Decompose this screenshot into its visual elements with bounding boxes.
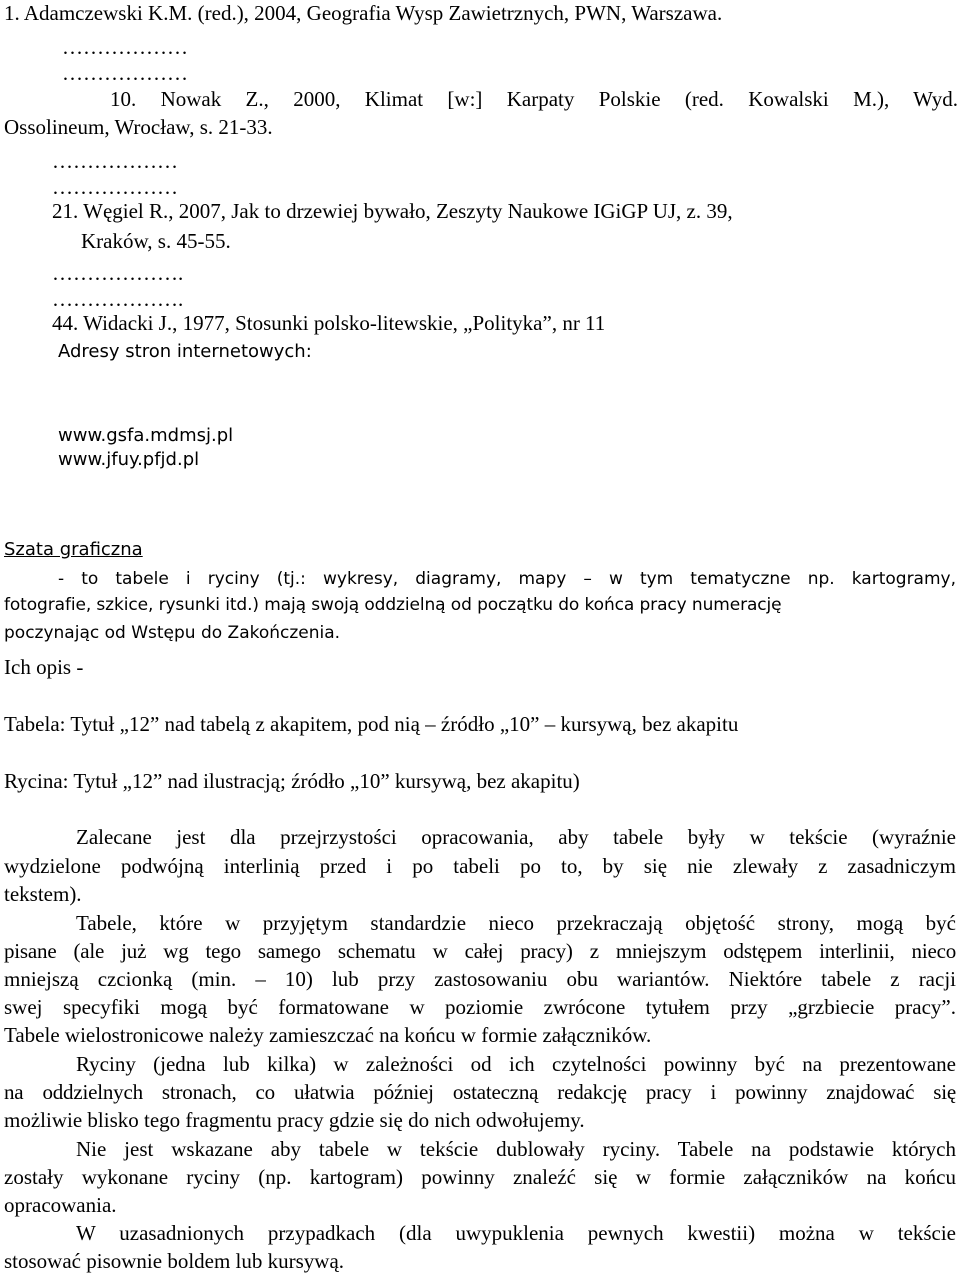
paragraph-line: Nie jest wskazane aby tabele w tekście dublowały ryciny. Tabele na podstawie których: [76, 1137, 956, 1161]
paragraph-line: zostały wykonane ryciny (np. kartogram) powinny znaleźć się w formie załączników na końcu: [4, 1165, 956, 1189]
web-addresses-heading: Adresy stron internetowych:: [58, 341, 312, 362]
paragraph-line: Tabele, które w przyjętym standardzie nieco przekraczają objętość strony, mogą być: [76, 911, 956, 935]
bibliography-item-44: 44. Widacki J., 1977, Stosunki polsko-litewskie, „Polityka”, nr 11: [52, 311, 606, 335]
table-caption-rule: Tabela: Tytuł „12” nad tabelą z akapitem, pod nią – źródło „10” – kursywą, bez akapitu: [4, 712, 739, 736]
paragraph-line: opracowania.: [4, 1193, 117, 1217]
ellipsis-line: ………………: [62, 61, 188, 85]
bibliography-item-21-line1: 21. Węgiel R., 2007, Jak to drzewiej bywało, Zeszyty Naukowe IGiGP UJ, z. 39,: [52, 199, 733, 223]
paragraph-line: pisane (ale już wg tego samego schematu w całej pracy) z mniejszym odstępem interlinii, nieco: [4, 939, 956, 963]
graphics-paragraph-line3: poczynając od Wstępu do Zakończenia.: [4, 623, 341, 643]
ellipsis-line: ……………….: [52, 287, 184, 311]
paragraph-line: swej specyfiki mogą być formatowane w poziomie zwrócone tytułem przy „grzbiecie pracy”.: [4, 995, 956, 1019]
bibliography-item-10-line2: Ossolineum, Wrocław, s. 21-33.: [4, 115, 273, 139]
description-intro: Ich opis -: [4, 655, 84, 679]
bibliography-item-10-line1: 10. Nowak Z., 2000, Klimat [w:] Karpaty Polskie (red. Kowalski M.), Wyd.: [110, 87, 958, 111]
paragraph-line: wydzielone podwójną interlinią przed i po tabeli po to, by się nie zlewały z zasadniczym: [4, 854, 956, 878]
ellipsis-line: ………………: [52, 149, 178, 173]
ellipsis-line: ……………….: [52, 261, 184, 285]
graphics-heading: Szata graficzna: [4, 539, 143, 560]
graphics-paragraph-line2: fotografie, szkice, rysunki itd.) mają swoją oddzielną od początku do końca pracy numerację: [4, 595, 782, 615]
graphics-paragraph-line1: - to tabele i ryciny (tj.: wykresy, diagramy, mapy – w tym tematyczne np. kartogramy,: [58, 569, 956, 589]
url-line: www.gsfa.mdmsj.pl: [58, 425, 234, 446]
figure-caption-rule: Rycina: Tytuł „12” nad ilustracją; źródło „10” kursywą, bez akapitu): [4, 769, 580, 793]
ellipsis-line: ………………: [52, 175, 178, 199]
paragraph-line: W uzasadnionych przypadkach (dla uwypuklenia pewnych kwestii) można w tekście: [76, 1221, 956, 1245]
paragraph-line: na oddzielnych stronach, co ułatwia później ostateczną redakcję pracy i powinny znajdować się: [4, 1080, 956, 1104]
paragraph-line: Ryciny (jedna lub kilka) w zależności od ich czytelności powinny być na prezentowane: [76, 1052, 956, 1076]
url-line: www.jfuy.pfjd.pl: [58, 449, 200, 470]
paragraph-line: możliwie blisko tego fragmentu pracy gdzie się do nich odwołujemy.: [4, 1108, 585, 1132]
bibliography-item-1: 1. Adamczewski K.M. (red.), 2004, Geografia Wysp Zawietrznych, PWN, Warszawa.: [4, 1, 723, 25]
ellipsis-line: ………………: [62, 35, 188, 59]
paragraph-line: mniejszą czcionką (min. – 10) lub przy zastosowaniu obu wariantów. Niektóre tabele z racji: [4, 967, 956, 991]
paragraph-line: stosować pisownie boldem lub kursywą.: [4, 1249, 345, 1273]
paragraph-line: Zalecane jest dla przejrzystości opracowania, aby tabele były w tekście (wyraźnie: [76, 825, 956, 849]
bibliography-item-21-line2: Kraków, s. 45-55.: [81, 229, 231, 253]
paragraph-line: Tabele wielostronicowe należy zamieszczać na końcu w formie załączników.: [4, 1023, 652, 1047]
paragraph-line: tekstem).: [4, 882, 82, 906]
